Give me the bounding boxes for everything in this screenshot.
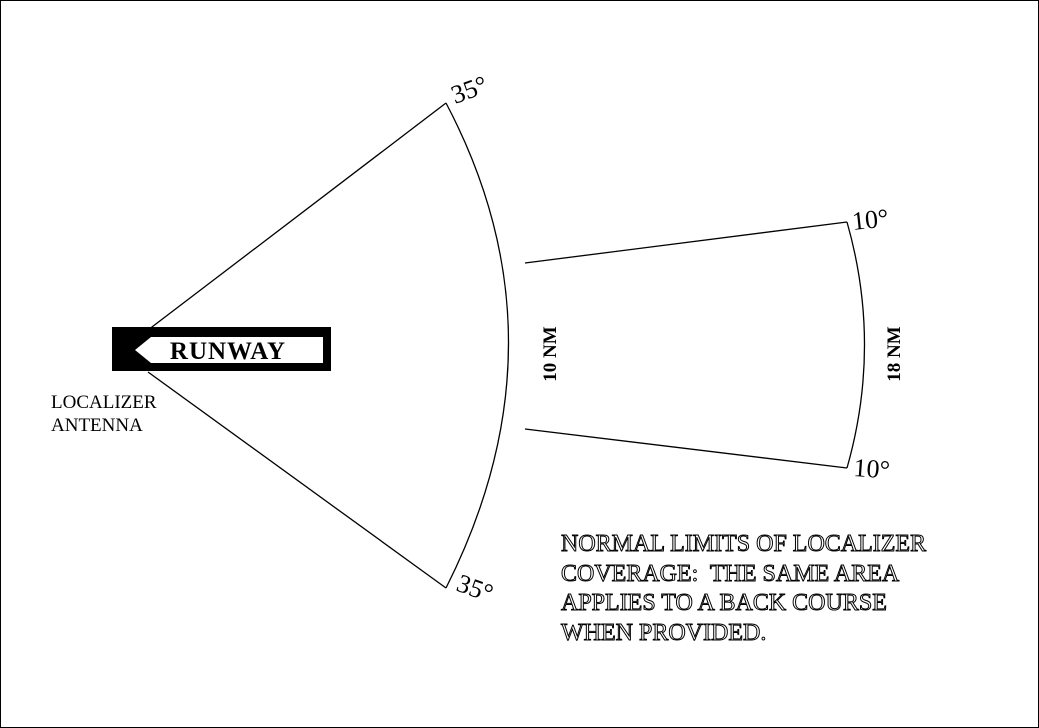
distance-label-18nm: 18 NM [884, 326, 905, 382]
coverage-note [561, 530, 1031, 648]
extension-18nm-arc [847, 222, 865, 468]
runway-label: RUNWAY [169, 338, 287, 365]
distance-label-10nm: 10 NM [540, 326, 561, 382]
note-line: COVERAGE: THE SAME AREA [561, 560, 900, 587]
sector-lower-boundary [148, 372, 446, 588]
angle-label-inner-bottom: 10° [852, 453, 891, 485]
sector-10nm-arc [446, 103, 509, 588]
antenna-label-line-1: LOCALIZER [51, 392, 157, 413]
note-line: WHEN PROVIDED. [561, 619, 767, 646]
extension-lower-boundary [525, 429, 847, 468]
sector-10-degree [525, 222, 865, 468]
angle-label-inner-top: 10° [850, 203, 890, 236]
antenna-label-line-2: ANTENNA [51, 415, 143, 436]
runway-symbol [112, 327, 331, 371]
extension-upper-boundary [525, 222, 847, 263]
angle-label-outer-top: 35° [447, 69, 492, 110]
note-line: NORMAL LIMITS OF LOCALIZER [561, 531, 927, 557]
note-line: APPLIES TO A BACK COURSE [561, 590, 887, 616]
sector-upper-boundary [148, 103, 446, 330]
angle-label-outer-bottom: 35° [452, 568, 498, 609]
